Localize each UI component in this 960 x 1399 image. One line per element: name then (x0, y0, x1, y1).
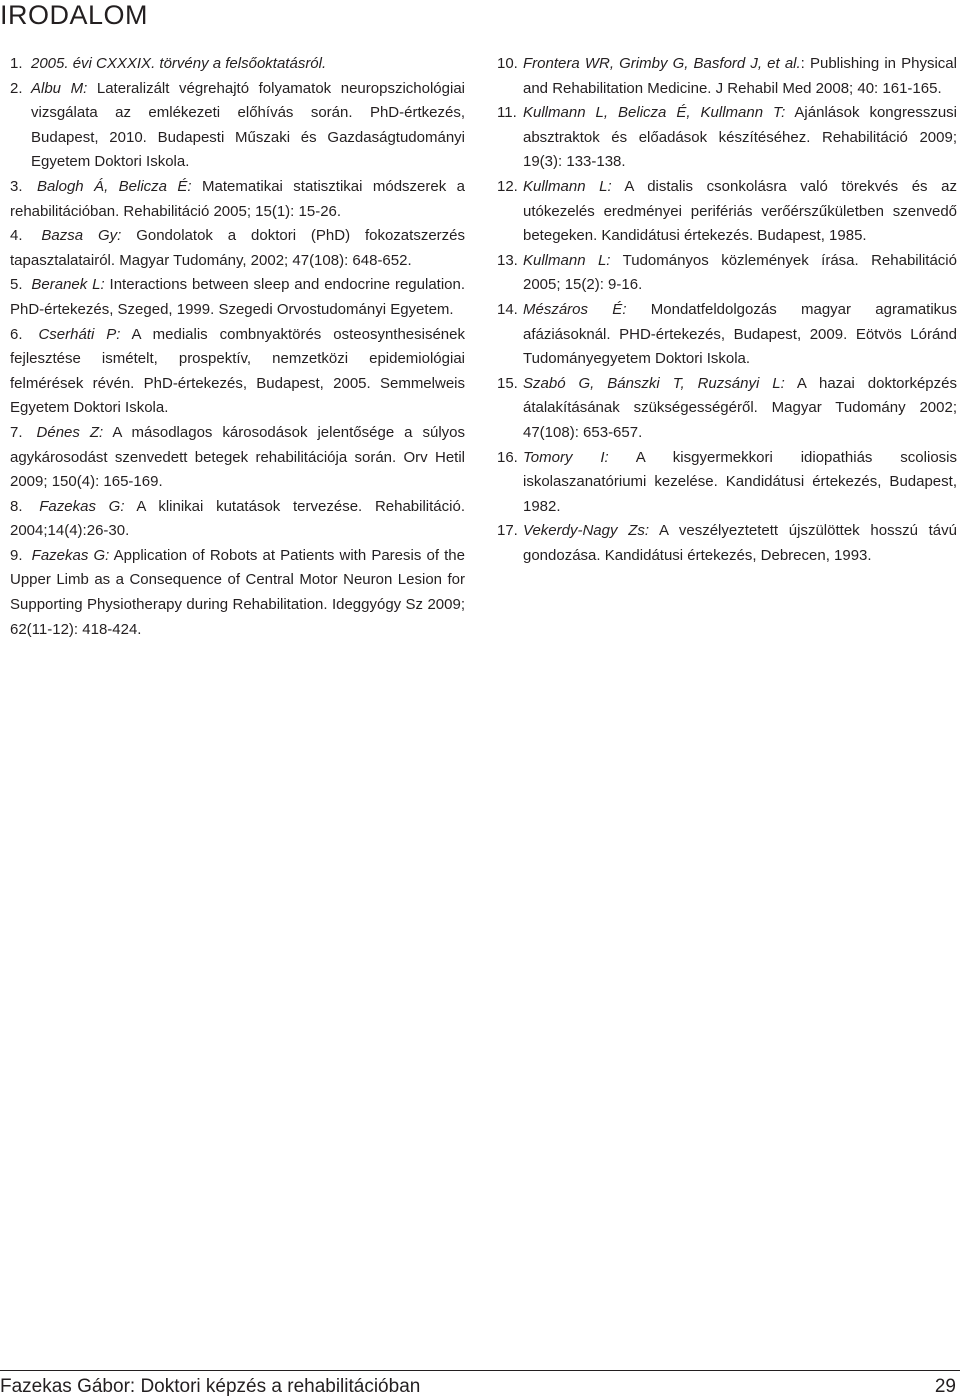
reference-authors: Fazekas G: (31, 546, 110, 564)
footer-divider (0, 1370, 960, 1371)
reference-text: Lateralizált végrehajtó folyamatok neuropszichológiai vizsgálata az emlékezeti előhívás során. PhD-értkezés, Budapest, 2010. Budapesti Műszaki és Gazdaságtudományi Egyetem Doktori Iskola. (31, 79, 465, 171)
reference-authors: 2005. évi CXXXIX. törvény a felsőoktatásról. (31, 55, 327, 72)
reference-authors: Bazsa Gy: (41, 227, 122, 245)
reference-number: 11. (497, 104, 517, 122)
reference-text: A medialis combnyaktörés osteosynthesisének fejlesztése ismételt, prospektív, nemzetközi epidemiológiai felmérések révén. PhD-értekezés, Budapest, 2005. Semmelweis Egyetem Doktori Iskola. (10, 325, 465, 417)
reference-item (497, 372, 957, 446)
reference-item (10, 421, 465, 495)
reference-item (10, 544, 465, 642)
reference-number: 12. (497, 177, 518, 195)
reference-number: 17. (497, 522, 518, 540)
reference-item (497, 249, 957, 298)
reference-authors: Beranek L: (31, 276, 105, 294)
reference-text: A distalis csonkolásra való törekvés és az utókezelés eredményei perifériás verőérszűkületben szenvedő betegeken. Kandidátusi értekezés. Budapest, 1985. (523, 177, 957, 245)
reference-text: Mondatfeldolgozás magyar agramatikus afáziásoknál. PHD-értekezés, Budapest, 2009. Eötvös Lóránd Tudományegyetem Doktori Iskola. (523, 300, 957, 368)
reference-item (497, 101, 957, 175)
reference-number: 4. (10, 227, 23, 245)
reference-number: 14. (497, 300, 518, 318)
reference-number: 8. (10, 497, 23, 515)
reference-authors: Albu M: (31, 79, 88, 97)
reference-number: 3. (10, 177, 23, 195)
reference-text: Interactions between sleep and endocrine regulation. PhD-értekezés, Szeged, 1999. Szegedi Orvostudományi Egyetem. (10, 276, 466, 318)
reference-authors: Kullmann L: (523, 251, 611, 269)
reference-number: 10. (497, 55, 518, 72)
reference-text: A másodlagos károsodások jelentősége a súlyos agykárosodást szenvedett betegek rehabilitációja során. Orv Hetil 2009; 150(4): 165-169. (10, 423, 466, 491)
reference-text: Matematikai statisztikai módszerek a rehabilitációban. Rehabilitáció 2005; 15(1): 15-26. (10, 177, 465, 220)
reference-text: Ajánlások kongresszusi absztraktok és előadások készítéséhez. Rehabilitáció 2009; 19(3): 133-138. (523, 104, 957, 171)
reference-list-left (10, 52, 465, 642)
reference-item (10, 77, 465, 175)
reference-number: 15. (497, 374, 518, 392)
footer-title: Fazekas Gábor: Doktori képzés a rehabilitációban (0, 1376, 421, 1397)
reference-item (497, 446, 957, 520)
reference-item (497, 52, 957, 101)
reference-number: 1. (10, 55, 23, 72)
reference-authors: Frontera WR, Grimby G, Basford J, et al. (523, 55, 801, 72)
page-number: 29 (934, 1376, 956, 1397)
reference-item (10, 273, 465, 322)
reference-text: A hazai doktorképzés átalakításának szükségességéről. Magyar Tudomány 2002; 47(108): 653-657. (523, 374, 957, 441)
reference-number: 5. (10, 276, 23, 294)
reference-text: A kisgyermekkori idiopathiás scoliosis iskolaszanatóriumi kezelése. Kandidátusi értekezés, Budapest, 1982. (523, 448, 957, 515)
reference-item (497, 175, 957, 249)
reference-text: A klinikai kutatások tervezése. Rehabilitáció. 2004;14(4):26-30. (10, 497, 465, 540)
reference-text: Application of Robots at Patients with Paresis of the Upper Limb as a Consequence of Central Motor Neuron Lesion for Supporting Physiotherapy during Rehabilitation. Ideggyógy Sz 2009; 62(11-12): 418-424. (10, 546, 465, 638)
reference-text: Gondolatok a doktori (PhD) fokozatszerzés tapasztalatairól. Magyar Tudomány, 2002; 47(108): 648-652. (10, 227, 465, 269)
page-title: IRODALOM (0, 0, 149, 30)
reference-item (10, 224, 465, 273)
reference-number: 9. (10, 546, 23, 564)
reference-authors: Vekerdy-Nagy Zs: (523, 522, 650, 540)
reference-item (10, 175, 465, 224)
reference-text: Tudományos közlemények írása. Rehabilitáció 2005; 15(2): 9-16. (523, 251, 957, 294)
reference-text: : Publishing in Physical and Rehabilitation Medicine. J Rehabil Med 2008; 40: 161-165. (523, 55, 957, 97)
reference-item (497, 298, 957, 372)
reference-text: A veszélyeztetett újszülöttek hosszú távú gondozása. Kandidátusi értekezés, Debrecen, 1993. (523, 522, 957, 564)
reference-authors: Dénes Z: (36, 423, 104, 441)
reference-authors: Balogh Á, Belicza É: (36, 177, 192, 195)
reference-number: 16. (497, 448, 518, 466)
reference-number: 7. (10, 423, 23, 441)
reference-number: 13. (497, 251, 518, 269)
reference-authors: Kullmann L: (523, 177, 612, 195)
reference-authors: Cserháti P: (38, 325, 121, 343)
reference-list-right (497, 52, 957, 568)
reference-item (10, 52, 465, 77)
reference-number: 6. (10, 325, 23, 343)
reference-authors: Fazekas G: (39, 497, 125, 515)
reference-item (497, 519, 957, 568)
reference-authors: Mészáros É: (523, 300, 627, 318)
reference-item (10, 323, 465, 421)
reference-item (10, 495, 465, 544)
reference-number: 2. (10, 79, 23, 97)
reference-authors: Kullmann L, Belicza É, Kullmann T: (523, 104, 786, 122)
reference-authors: Szabó G, Bánszki T, Ruzsányi L: (523, 374, 785, 392)
reference-authors: Tomory I: (523, 448, 609, 466)
